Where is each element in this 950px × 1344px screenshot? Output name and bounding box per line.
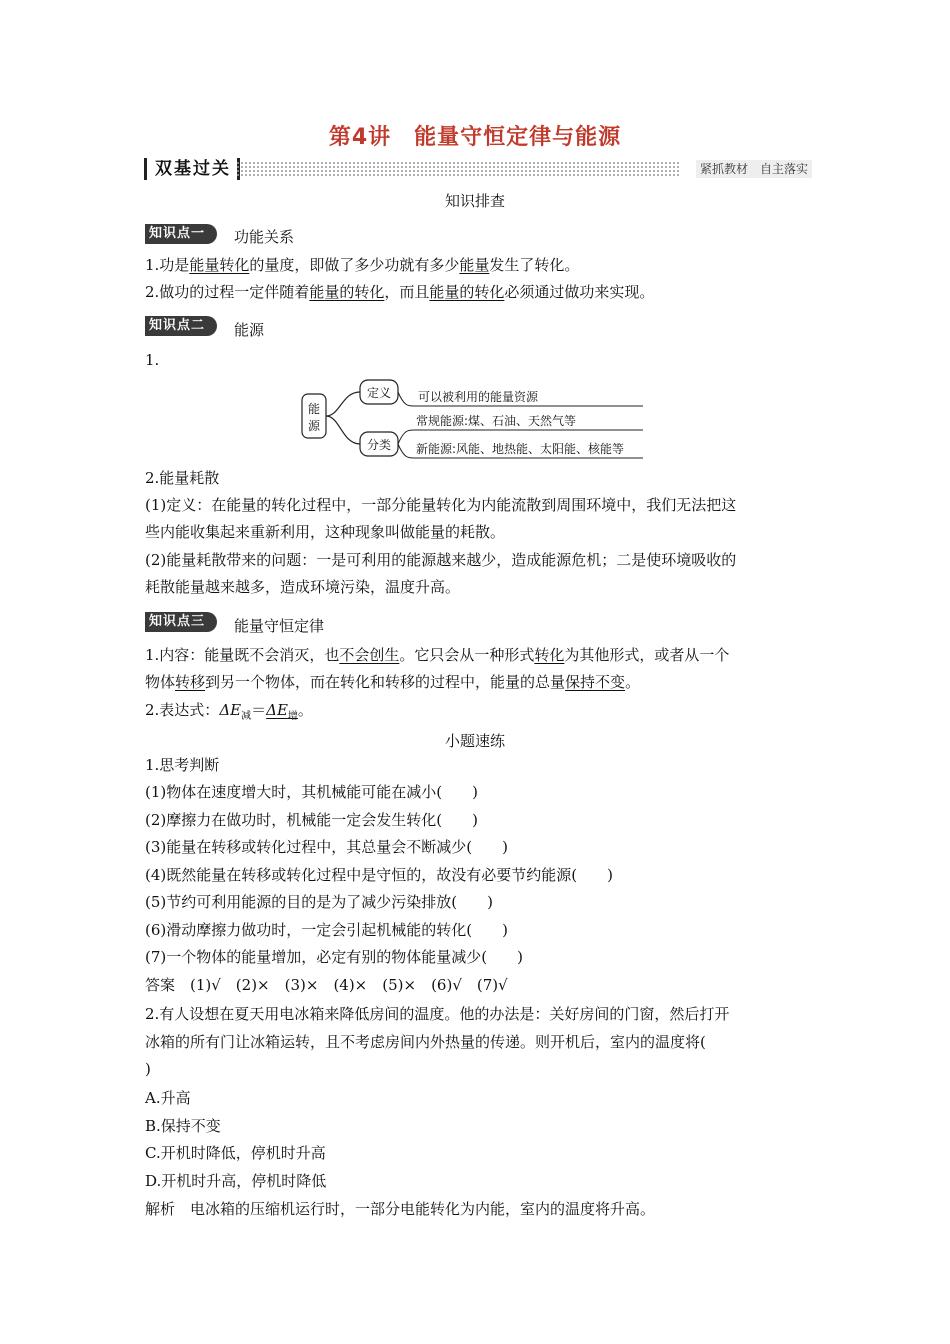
diagram-def-label: 定义	[366, 386, 392, 400]
paragraph-line	[145, 279, 810, 306]
question-line: (5)节约可利用能源的目的是为了减少污染排放( )	[145, 893, 493, 911]
formula-subscript: 减	[241, 711, 252, 722]
paragraph-line: (2)能量耗散带来的问题：一是可利用的能源越来越少，造成能源危机；二是使环境吸收的	[145, 551, 737, 569]
paragraph-line	[145, 642, 810, 669]
text-span: 1.内容：能量既不会消灭，也	[145, 646, 340, 664]
question-line: (2)摩擦力在做功时，机械能一定会发生转化( )	[145, 811, 478, 829]
diagram-cls-label: 分类	[366, 438, 392, 452]
text-span: 物体	[145, 673, 176, 691]
section-banner	[144, 158, 812, 180]
banner-tag: 双基过关	[144, 158, 240, 180]
energy-classification-diagram	[300, 376, 650, 466]
text-span: 发生了转化。	[489, 256, 580, 274]
question-line: 冰箱的所有门让冰箱运转，且不考虑房间内外热量的传递。则开机后，室内的温度将(	[145, 1033, 706, 1051]
knowledge-point-label: 功能关系	[234, 228, 295, 246]
diagram-cls-text-1: 常规能源:煤、石油、天然气等	[416, 414, 577, 428]
paragraph-line: 耗散能量越来越多，造成环境污染，温度升高。	[145, 578, 461, 596]
diagram-branch-cls	[326, 416, 360, 444]
formula-subscript: 增	[287, 711, 298, 722]
diagram-root-label-2: 源	[307, 419, 321, 433]
formula-equals: ＝	[251, 701, 267, 719]
underlined-term: 能量	[459, 256, 490, 274]
text-span: 1.功是	[145, 256, 190, 274]
banner-motto: 紧抓教材 自主落实	[696, 160, 812, 178]
text-span: 。	[625, 673, 641, 691]
underlined-term: 能量转化	[189, 256, 250, 274]
question-line: (6)滑动摩擦力做功时，一定会引起机械能的转化( )	[145, 921, 508, 939]
diagram-root-label-1: 能	[307, 402, 321, 416]
option-a: A.升高	[145, 1089, 191, 1107]
section-heading-knowledge: 知识排查	[444, 192, 505, 210]
paragraph-line: 1.	[145, 351, 160, 369]
text-span: 必须通过做功来实现。	[504, 283, 655, 301]
text-span: ，而且	[384, 283, 430, 301]
formula-term: ΔE	[266, 701, 288, 719]
knowledge-point-label: 能源	[234, 321, 265, 339]
question-line: (3)能量在转移或转化过程中，其总量会不断减少( )	[145, 838, 508, 856]
option-d: D.开机时升高，停机时降低	[145, 1172, 327, 1190]
banner-divider	[236, 161, 680, 177]
underlined-term: 不会创生	[339, 646, 400, 664]
underlined-term: 能量的转化	[309, 283, 385, 301]
text-span: 。	[297, 701, 313, 719]
knowledge-point-badge: 知识点三	[145, 612, 217, 632]
text-span: 为其他形式，或者从一个	[564, 646, 730, 664]
explanation-line: 解析 电冰箱的压缩机运行时，一部分电能转化为内能，室内的温度将升高。	[145, 1200, 656, 1218]
text-span: 的量度，即做了多少功就有多少	[249, 256, 460, 274]
text-span: 2.做功的过程一定伴随着	[145, 283, 310, 301]
underlined-term: 保持不变	[565, 673, 626, 691]
underlined-term: 能量的转化	[429, 283, 505, 301]
question-line: 1.思考判断	[145, 756, 220, 774]
formula-line	[145, 697, 810, 730]
question-line: (1)物体在速度增大时，其机械能可能在减小( )	[145, 783, 478, 801]
text-span: 2.表达式：	[145, 701, 220, 719]
section-heading-practice: 小题速练	[444, 732, 505, 750]
knowledge-point-badge: 知识点二	[145, 316, 217, 336]
paragraph-line	[145, 669, 810, 696]
text-span: 到另一个物体，而在转化和转移的过程中，能量的总量	[205, 673, 566, 691]
paragraph-line	[145, 252, 810, 279]
option-b: B.保持不变	[145, 1117, 221, 1135]
page-title: 第4讲 能量守恒定律与能源	[328, 125, 622, 150]
answer-line: 答案 (1)√ (2)× (3)× (4)× (5)× (6)√ (7)√	[145, 976, 508, 994]
paragraph-line: 些内能收集起来重新利用，这种现象叫做能量的耗散。	[145, 523, 506, 541]
option-c: C.开机时降低，停机时升高	[145, 1144, 326, 1162]
question-line: )	[145, 1060, 151, 1078]
question-line: (4)既然能量在转移或转化过程中是守恒的，故没有必要节约能源( )	[145, 866, 613, 884]
paragraph-line: 2.能量耗散	[145, 469, 220, 487]
diagram-def-text: 可以被利用的能量资源	[418, 390, 539, 404]
question-line: (7)一个物体的能量增加，必定有别的物体能量减少( )	[145, 948, 523, 966]
question-line: 2.有人设想在夏天用电冰箱来降低房间的温度。他的办法是：关好房间的门窗，然后打开	[145, 1005, 730, 1023]
paragraph-line: (1)定义：在能量的转化过程中，一部分能量转化为内能流散到周围环境中，我们无法把这	[145, 496, 737, 514]
diagram-branch-def	[326, 392, 360, 416]
formula-term: ΔE	[219, 701, 242, 719]
underlined-term: 转化	[534, 646, 565, 664]
text-span: 。它只会从一种形式	[399, 646, 535, 664]
knowledge-point-label: 能量守恒定律	[234, 617, 325, 635]
diagram-cls-text-2: 新能源:风能、地热能、太阳能、核能等	[416, 442, 625, 456]
underlined-term: 转移	[175, 673, 206, 691]
knowledge-point-badge: 知识点一	[145, 224, 217, 244]
